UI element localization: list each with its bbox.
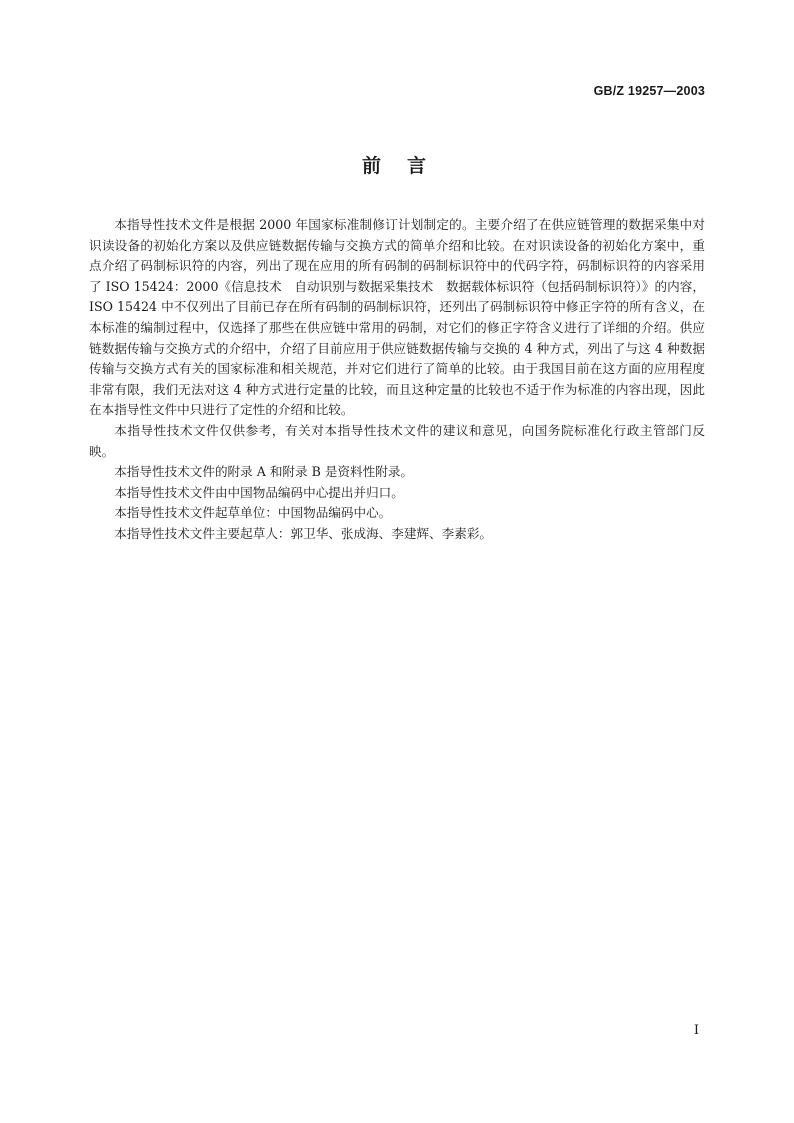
page-title: 前言: [361, 155, 452, 177]
paragraph-intro: 本指导性技术文件是根据 2000 年国家标准制修订计划制定的。主要介绍了在供应链管理的数据采集中对识读设备的初始化方案以及供应链数据传输与交换方式的简单介绍和比较。在对识读设备的初始化方案中，重点介绍了码制标识符的内容，列出了现在应用的所有码制的码制标识符中的代码字符，码制标识符的内容采用了 ISO 15424：2000《信息技术 自动识别与数据采集技术 数据载体标识符（包括码制标识符）》的内容，ISO 15424 中不仅列出了目前已存在所有码制的码制标识符，还列出了码制标识符中修正字符的所有含义，在本标准的编制过程中，仅选择了那些在供应链中常用的码制，对它们的修正字符含义进行了详细的介绍。供应链数据传输与交换方式的介绍中，介绍了目前应用于供应链数据传输与交换的 4 种方式，列出了与这 4 种数据传输与交换方式有关的国家标准和相关规范，并对它们进行了简单的比较。由于我国目前在这方面的应用程度非常有限，我们无法对这 4 种方式进行定量的比较，而且这种定量的比较也不适于作为标准的内容出现，因此在本指导性文件中只进行了定性的介绍和比较。: [89, 217, 705, 418]
page-number: I: [693, 1023, 699, 1038]
paragraph-reference-note: 本指导性技术文件仅供参考，有关对本指导性技术文件的建议和意见，向国务院标准化行政主管部门反映。: [89, 422, 705, 459]
foreword-body: [89, 215, 705, 545]
paragraph-drafting-unit: 本指导性技术文件起草单位：中国物品编码中心。: [114, 505, 392, 521]
paragraph-drafters: 本指导性技术文件主要起草人：郭卫华、张成海、李建辉、李素彩。: [114, 525, 492, 541]
paragraph-appendix-note: 本指导性技术文件的附录 A 和附录 B 是资料性附录。: [114, 464, 414, 480]
standard-number-header: GB/Z 19257—2003: [593, 84, 705, 98]
paragraph-proposer: 本指导性技术文件由中国物品编码中心提出并归口。: [114, 484, 404, 500]
